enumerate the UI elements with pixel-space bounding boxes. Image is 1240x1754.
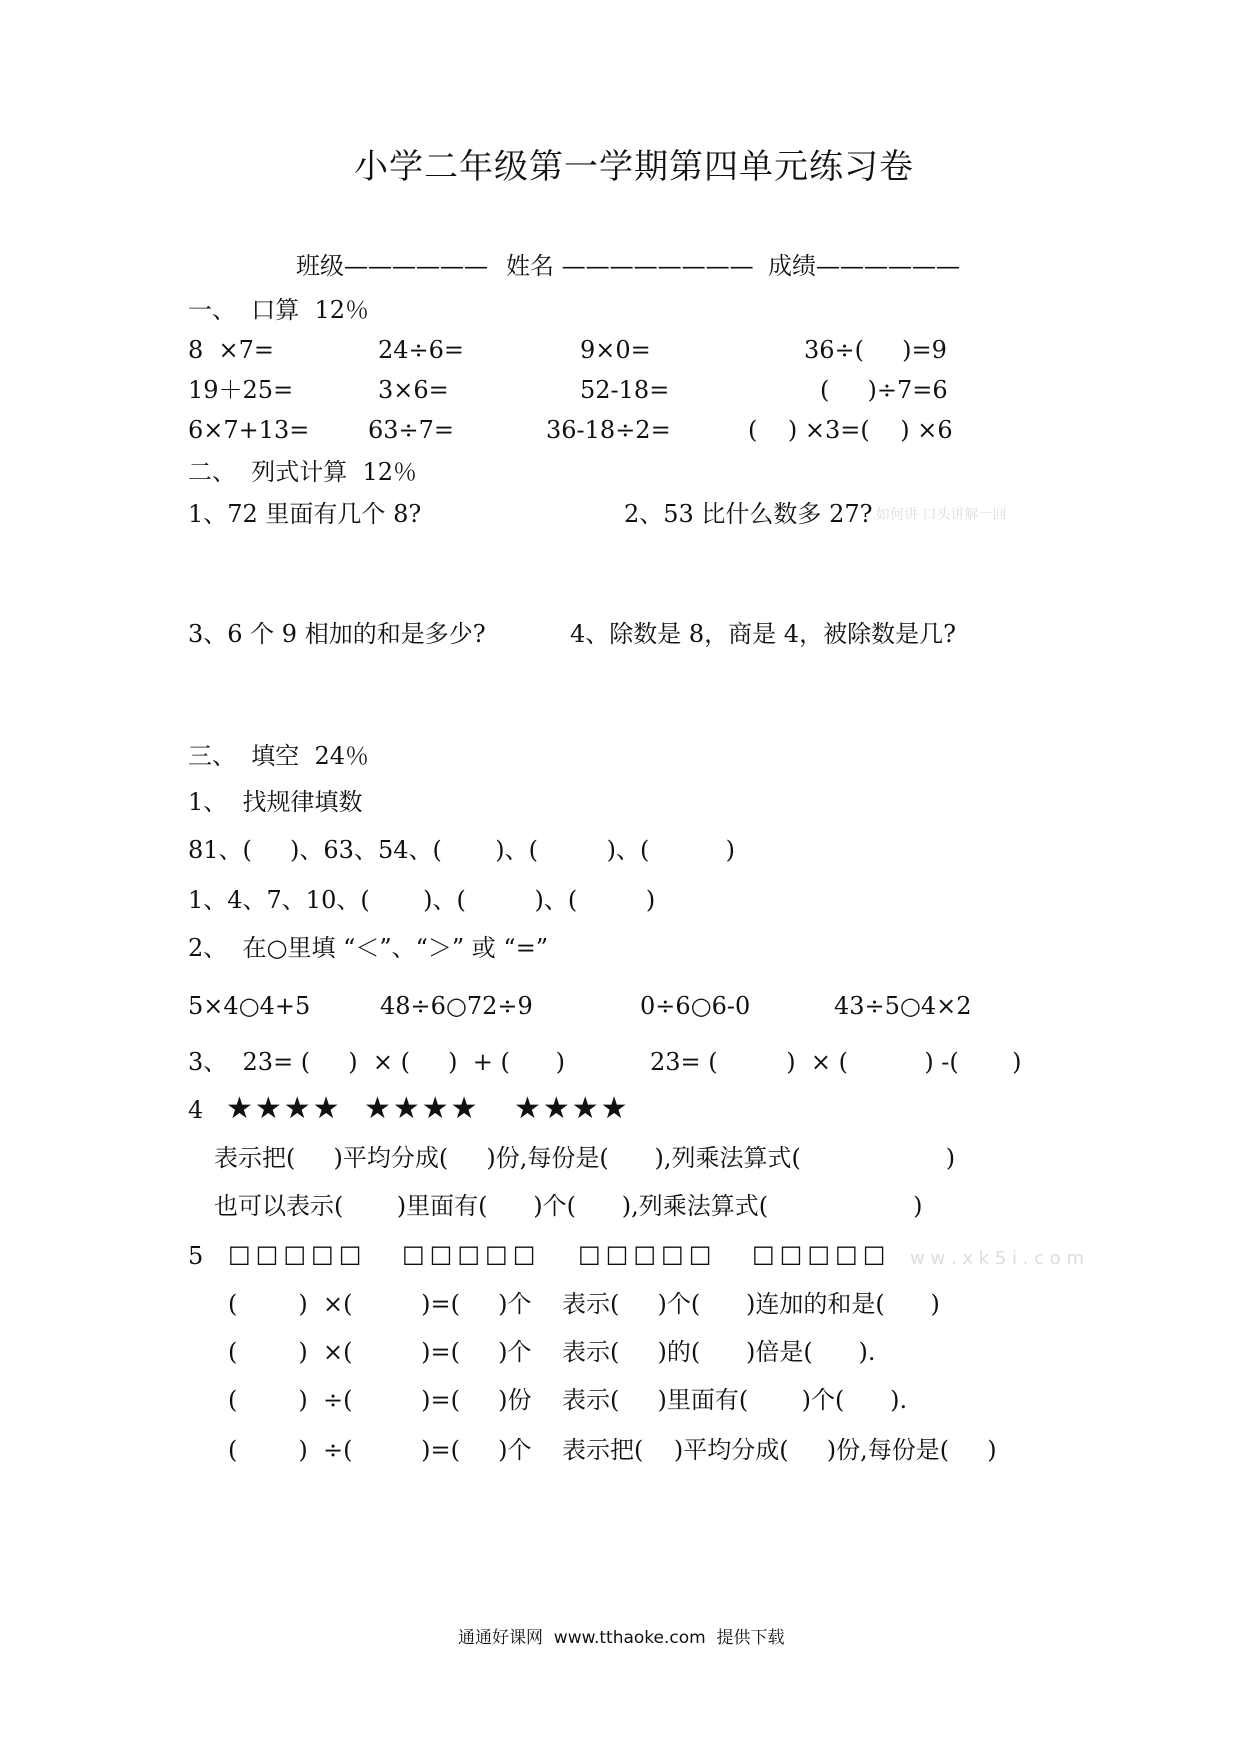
oral-item: 19＋25=	[188, 376, 294, 404]
box-group: □□□□□	[578, 1240, 717, 1268]
oral-item: 3×6=	[378, 376, 449, 404]
item-5-number: 5	[188, 1242, 204, 1270]
box-group: □□□□□	[752, 1240, 891, 1268]
compare-item: 43÷5○4×2	[834, 992, 972, 1020]
compare-title: 2、 在○里填 “＜”、“＞” 或 “=”	[188, 934, 549, 962]
item-5-line: ( ) ÷( )=( )个 表示把( )平均分成( )份,每份是( )	[228, 1436, 997, 1464]
compare-item: 0÷6○6-0	[640, 992, 751, 1020]
oral-item: 36-18÷2=	[546, 416, 671, 444]
question-2: 2、53 比什么数多 27?	[624, 500, 873, 528]
question-1: 1、72 里面有几个 8?	[188, 500, 422, 528]
item-5-line: ( ) ×( )=( )个 表示( )的( )倍是( ).	[228, 1338, 876, 1366]
oral-item: 36÷( )=9	[804, 336, 947, 364]
question-3: 3、6 个 9 相加的和是多少?	[188, 620, 486, 648]
name-field: 姓名 ————————	[506, 252, 754, 280]
question-4: 4、除数是 8，商是 4，被除数是几?	[570, 620, 956, 648]
box-group: □□□□□	[228, 1240, 367, 1268]
item-5-line: ( ) ÷( )=( )份 表示( )里面有( )个( ).	[228, 1386, 908, 1414]
oral-item: 52-18=	[580, 376, 670, 404]
oral-item: 24÷6=	[378, 336, 465, 364]
oral-item: ( )÷7=6	[820, 376, 948, 404]
fill-expression-left: 3、 23= ( ) × ( ) + ( )	[188, 1048, 566, 1076]
oral-item: ( ) ×3=( ) ×6	[748, 416, 953, 444]
item-4-number: 4	[188, 1096, 204, 1124]
oral-item: 8 ×7=	[188, 336, 275, 364]
class-field: 班级——————	[296, 252, 488, 280]
footer-credit: 通通好课网 www.tthaoke.com 提供下载	[458, 1628, 785, 1648]
pattern-line-1: 81、( )、63、54、( )、( )、( )	[188, 836, 736, 864]
fill-expression-right: 23= ( ) × ( ) -( )	[650, 1048, 1022, 1076]
oral-item: 63÷7=	[368, 416, 455, 444]
oral-item: 9×0=	[580, 336, 651, 364]
box-group: □□□□□	[402, 1240, 541, 1268]
faint-note: 如何讲 口头讲解一回	[876, 507, 1007, 523]
compare-item: 5×4○4+5	[188, 992, 311, 1020]
oral-item: 6×7+13=	[188, 416, 310, 444]
star-group: ★★★★	[514, 1091, 630, 1126]
star-group: ★★★★	[226, 1091, 342, 1126]
compare-item: 48÷6○72÷9	[380, 992, 533, 1020]
section-3-heading: 三、 填空 24％	[188, 742, 370, 770]
pattern-title: 1、 找规律填数	[188, 788, 363, 816]
star-group: ★★★★	[364, 1091, 480, 1126]
item-5-line: ( ) ×( )=( )个 表示( )个( )连加的和是( )	[228, 1290, 940, 1318]
score-field: 成绩——————	[768, 252, 960, 280]
section-2-heading: 二、 列式计算 12％	[188, 458, 418, 486]
item-4-line-2: 也可以表示( )里面有( )个( ),列乘法算式( )	[214, 1192, 923, 1220]
section-1-heading: 一、 口算 12％	[188, 296, 370, 324]
pattern-line-2: 1、4、7、10、( )、( )、( )	[188, 886, 656, 914]
watermark: w w . x k 5 i . c o m	[910, 1248, 1085, 1269]
page-title: 小学二年级第一学期第四单元练习卷	[354, 147, 914, 187]
item-4-line-1: 表示把( )平均分成( )份,每份是( ),列乘法算式( )	[214, 1144, 956, 1172]
